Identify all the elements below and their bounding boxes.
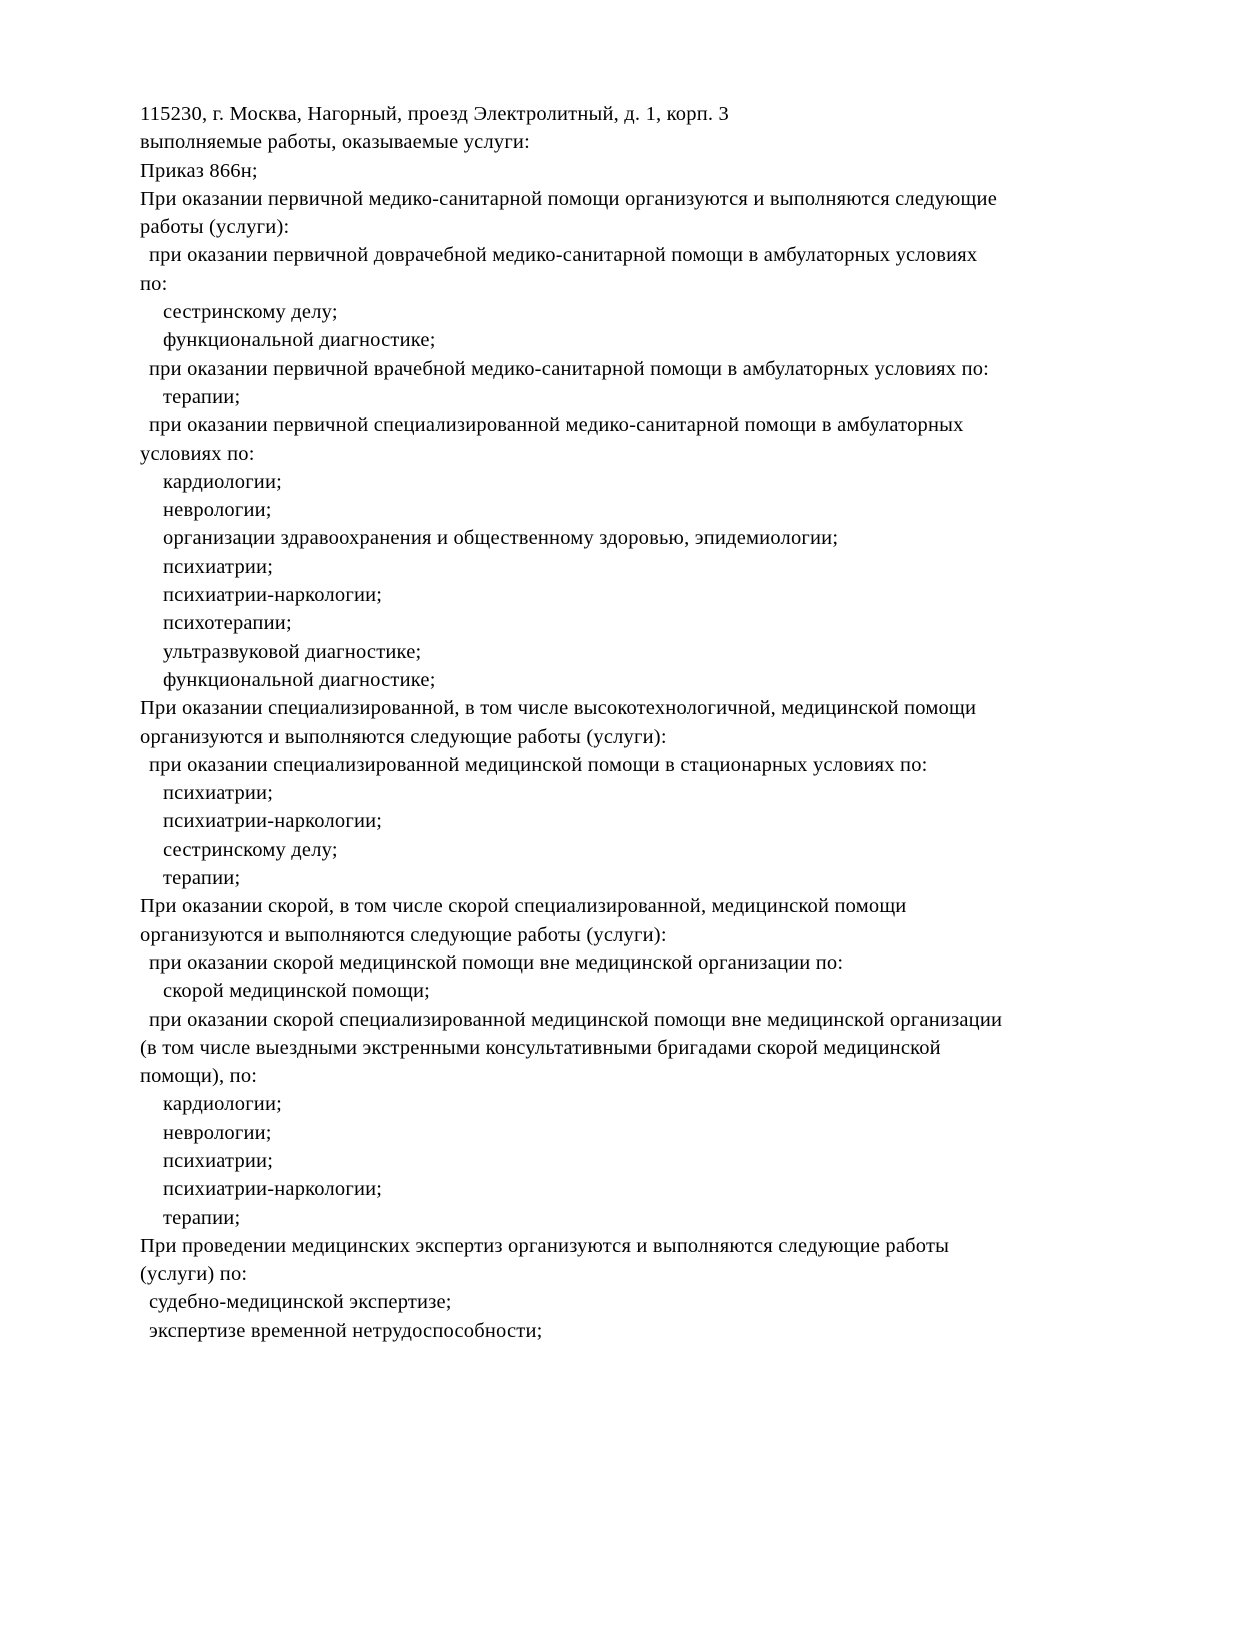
text-line: при оказании первичной доврачебной медико-санитарной помощи в амбулаторных условиях [149,244,978,267]
text-line: кардиологии; [163,470,283,493]
text-line: организуются и выполняются следующие работы (услуги): [140,725,667,748]
text-line: При оказании скорой, в том числе скорой специализированной, медицинской помощи [140,895,907,918]
text-line: Приказ 866н; [140,159,258,182]
text-line: (услуги) по: [140,1263,248,1286]
text-line: психиатрии-наркологии; [163,810,383,833]
text-line: при оказании первичной врачебной медико-санитарной помощи в амбулаторных условиях по: [149,357,990,380]
text-line: при оказании специализированной медицинской помощи в стационарных условиях по: [149,753,928,776]
text-line: При оказании специализированной, в том числе высокотехнологичной, медицинской помощи [140,697,977,720]
text-line: судебно-медицинской экспертизе; [149,1291,452,1314]
text-line: При оказании первичной медико-санитарной помощи организуются и выполняются следующие [140,187,997,210]
text-line: функциональной диагностике; [163,668,436,691]
text-line: сестринскому делу; [163,838,338,861]
text-line: психиатрии; [163,555,274,578]
text-line: экспертизе временной нетрудоспособности; [149,1319,543,1342]
text-line: терапии; [163,385,241,408]
text-line: при оказании первичной специализированной медико-санитарной помощи в амбулаторных [149,414,964,437]
text-line: (в том числе выездными экстренными консультативными бригадами скорой медицинской [140,1036,941,1059]
text-line: психиатрии; [163,1149,274,1172]
text-line: по: [140,272,168,295]
text-line: психиатрии; [163,782,274,805]
text-line: скорой медицинской помощи; [163,980,431,1003]
text-line: психотерапии; [163,612,292,635]
text-line: работы (услуги): [140,216,290,239]
text-line: помощи), по: [140,1065,258,1088]
text-line: условиях по: [140,442,255,465]
text-line: психиатрии-наркологии; [163,1178,383,1201]
text-line: 115230, г. Москва, Нагорный, проезд Электролитный, д. 1, корп. 3 [140,103,729,125]
text-line: терапии; [163,1206,241,1229]
text-line: При проведении медицинских экспертиз организуются и выполняются следующие работы [140,1234,950,1257]
text-line: ультразвуковой диагностике; [163,640,422,663]
text-line: кардиологии; [163,1093,283,1116]
text-line: функциональной диагностике; [163,329,436,352]
document-text-block [140,100,1180,1345]
text-line: организуются и выполняются следующие работы (услуги): [140,923,667,946]
text-line: психиатрии-наркологии; [163,584,383,607]
text-line: терапии; [163,867,241,890]
text-line: организации здравоохранения и общественному здоровью, эпидемиологии; [163,527,839,550]
text-line: при оказании скорой специализированной медицинской помощи вне медицинской организации [149,1008,1003,1031]
text-line: при оказании скорой медицинской помощи вне медицинской организации по: [149,951,844,974]
text-line: сестринскому делу; [163,301,338,324]
text-line: неврологии; [163,499,272,522]
text-line: выполняемые работы, оказываемые услуги: [140,131,530,154]
text-line: неврологии; [163,1121,272,1144]
